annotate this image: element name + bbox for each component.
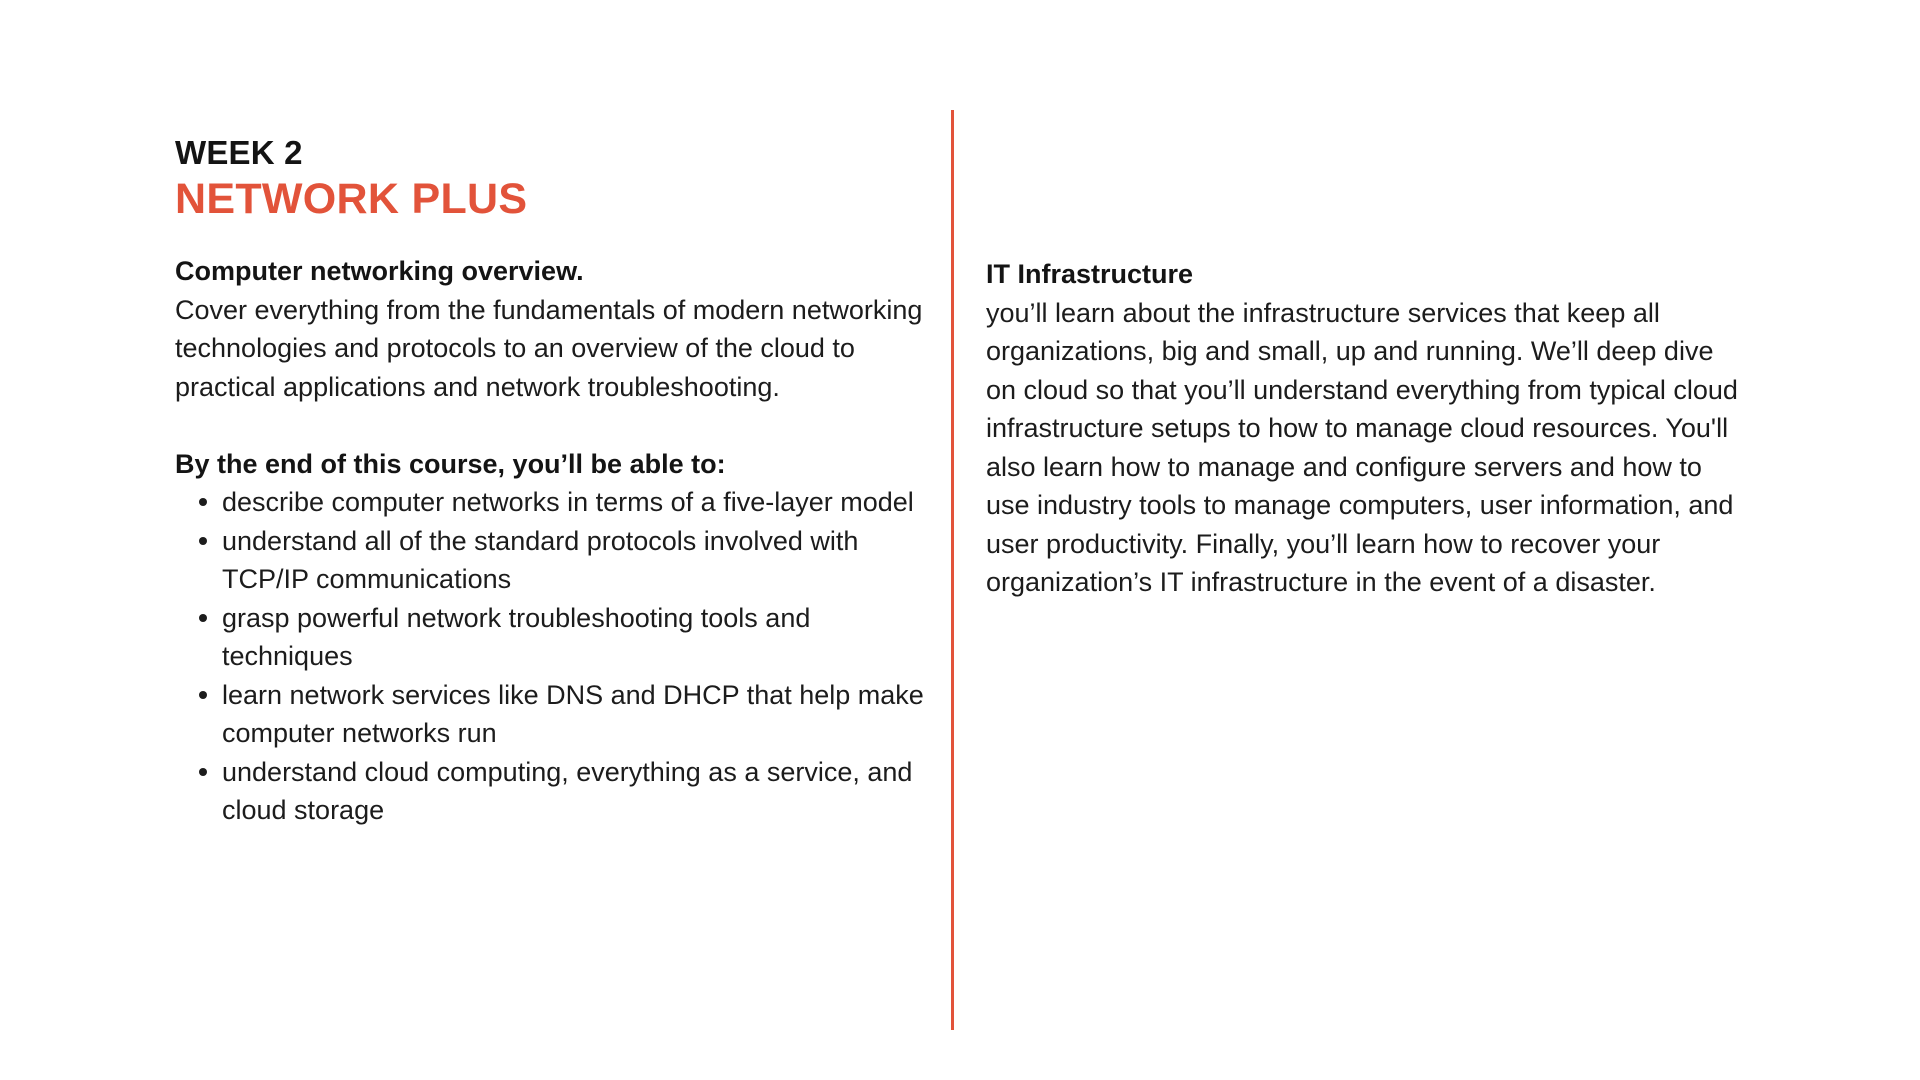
course-title: NETWORK PLUS: [175, 175, 528, 223]
column-divider: [951, 110, 954, 1030]
outcome-text: learn network services like DNS and DHCP that help make computer networks run: [222, 679, 924, 748]
outcomes-list: [175, 483, 935, 830]
week-label: WEEK 2: [175, 134, 303, 171]
bullet-icon: [199, 498, 207, 506]
outcome-text: describe computer networks in terms of a five-layer model: [222, 487, 914, 517]
outcome-text: understand all of the standard protocols involved with TCP/IP communications: [222, 525, 859, 594]
overview-text: Cover everything from the fundamentals of modern networking technologies and protocols to an overview of the cloud to practical applications and network troubleshooting.: [175, 294, 923, 402]
bullet-icon: [199, 537, 207, 545]
title-spacer: [175, 224, 935, 252]
infrastructure-text: you’ll learn about the infrastructure services that keep all organizations, big and small, up and running. We’ll deep dive on cloud so that you’ll understand everything from typical cloud infrastructure setups to how to manage cloud resources. You'll also learn how to manage and configure servers and how to use industry tools to manage computers, user information, and user productivity. Finally, you’ll learn how to recover your organization’s IT infrastructure in the event of a disaster.: [986, 297, 1738, 597]
list-item: [175, 753, 935, 830]
outcome-text: grasp powerful network troubleshooting tools and techniques: [222, 602, 811, 671]
list-item: [175, 599, 935, 676]
list-item: [175, 483, 935, 522]
outcome-text: understand cloud computing, everything as a service, and cloud storage: [222, 756, 913, 825]
bullet-icon: [199, 691, 207, 699]
list-item: [175, 676, 935, 753]
right-column: [986, 255, 1746, 602]
paragraph-spacer: [175, 406, 935, 445]
bullet-icon: [199, 768, 207, 776]
bullet-icon: [199, 614, 207, 622]
overview-heading: Computer networking overview.: [175, 256, 584, 286]
left-column: [175, 132, 935, 830]
outcomes-heading: By the end of this course, you’ll be able to:: [175, 448, 726, 479]
list-item: [175, 522, 935, 599]
infrastructure-heading: IT Infrastructure: [986, 259, 1194, 289]
